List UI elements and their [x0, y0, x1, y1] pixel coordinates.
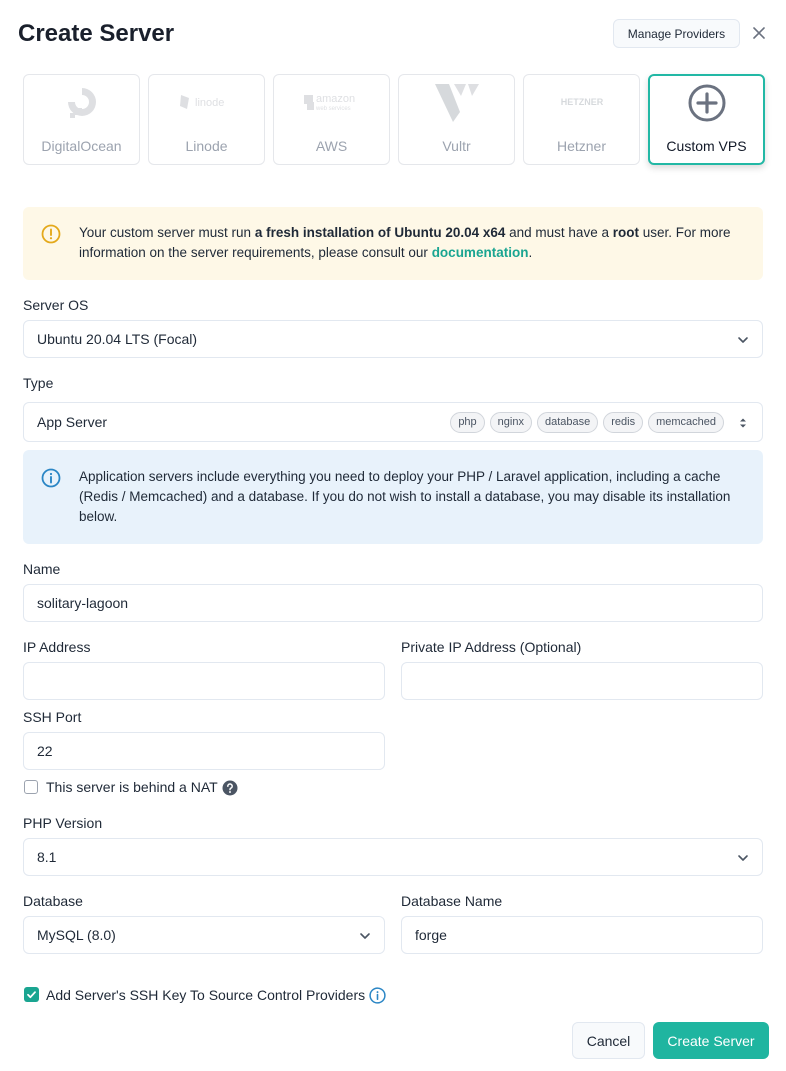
requirements-alert-text: Your custom server must run a fresh installation of Ubuntu 20.04 x64 and must have a root user. For more information on the server requirements, please consult our documentation.: [79, 225, 731, 260]
chevron-down-icon: [736, 333, 750, 347]
php-version-value: 8.1: [37, 849, 57, 865]
php-version-select[interactable]: [23, 838, 763, 876]
info-circle-icon: [41, 224, 61, 244]
name-value: solitary-lagoon: [37, 595, 129, 611]
question-circle-icon[interactable]: [222, 780, 238, 796]
database-value: MySQL (8.0): [37, 927, 116, 943]
page-title: Create Server: [18, 20, 175, 47]
provider-label: Hetzner: [556, 138, 607, 154]
svg-text:amazon: amazon: [315, 93, 355, 105]
provider-label: AWS: [315, 138, 348, 154]
app-server-info-text: Application servers include everything you need to deploy your PHP / Laravel application, including a cache (Redis / Memcached) and a database. If you do not wish to install a database, you may disable its installation below.: [79, 469, 731, 524]
type-value: App Server: [37, 414, 108, 430]
provider-custom-vps[interactable]: [648, 74, 765, 165]
type-select[interactable]: [23, 402, 763, 442]
server-os-select[interactable]: [23, 320, 763, 358]
info-circle-icon: [41, 468, 61, 488]
database-select[interactable]: [23, 916, 385, 954]
database-label: Database: [23, 893, 83, 909]
tag-php: php: [450, 412, 484, 433]
select-arrows-icon: [736, 416, 750, 430]
hetzner-logo-icon: [524, 75, 639, 129]
linode-logo-icon: [149, 75, 264, 129]
type-label: Type: [23, 375, 54, 391]
ip-address-label: IP Address: [23, 639, 91, 655]
vultr-logo-icon: [399, 75, 514, 129]
name-label: Name: [23, 561, 61, 577]
nat-label: This server is behind a NAT: [46, 779, 218, 795]
ssh-key-checkbox[interactable]: [24, 987, 39, 1002]
provider-vultr[interactable]: [398, 74, 515, 165]
close-icon[interactable]: [750, 24, 768, 42]
provider-label: Custom VPS: [666, 138, 747, 154]
provider-label: DigitalOcean: [41, 138, 122, 154]
private-ip-input[interactable]: [401, 662, 763, 700]
chevron-down-icon: [736, 851, 750, 865]
database-name-input[interactable]: [401, 916, 763, 954]
ssh-port-label: SSH Port: [23, 709, 82, 725]
php-version-label: PHP Version: [23, 815, 103, 831]
info-circle-icon[interactable]: [369, 987, 386, 1004]
provider-linode[interactable]: [148, 74, 265, 165]
svg-text:web services: web services: [315, 106, 351, 112]
manage-providers-button[interactable]: Manage Providers: [613, 19, 740, 48]
tag-redis: redis: [603, 412, 643, 433]
provider-label: Linode: [185, 138, 228, 154]
ssh-port-value: 22: [37, 743, 53, 759]
requirements-alert: [23, 207, 763, 280]
database-name-value: forge: [415, 927, 447, 943]
tag-database: database: [537, 412, 598, 433]
plus-circle-icon: [650, 76, 763, 130]
create-server-button[interactable]: Create Server: [653, 1022, 769, 1059]
server-os-label: Server OS: [23, 297, 89, 313]
ssh-port-input[interactable]: [23, 732, 385, 770]
digitalocean-logo-icon: [24, 75, 139, 129]
app-server-info-alert: [23, 450, 763, 544]
svg-text:linode: linode: [194, 97, 224, 109]
documentation-link[interactable]: documentation: [431, 245, 529, 260]
check-icon: [26, 989, 37, 1000]
svg-text:HETZNER: HETZNER: [560, 97, 603, 107]
type-tags: [450, 412, 724, 433]
tag-nginx: nginx: [490, 412, 532, 433]
chevron-down-icon: [358, 929, 372, 943]
nat-checkbox[interactable]: [24, 780, 38, 794]
provider-digitalocean[interactable]: [23, 74, 140, 165]
cancel-button[interactable]: Cancel: [572, 1022, 645, 1059]
provider-aws[interactable]: [273, 74, 390, 165]
name-input[interactable]: [23, 584, 763, 622]
ssh-key-label: Add Server's SSH Key To Source Control Providers: [46, 987, 366, 1003]
ip-address-input[interactable]: [23, 662, 385, 700]
tag-memcached: memcached: [648, 412, 724, 433]
private-ip-label: Private IP Address (Optional): [401, 639, 582, 655]
database-name-label: Database Name: [401, 893, 503, 909]
server-os-value: Ubuntu 20.04 LTS (Focal): [37, 331, 198, 347]
provider-label: Vultr: [442, 138, 471, 154]
provider-hetzner[interactable]: [523, 74, 640, 165]
aws-logo-icon: [274, 75, 389, 129]
